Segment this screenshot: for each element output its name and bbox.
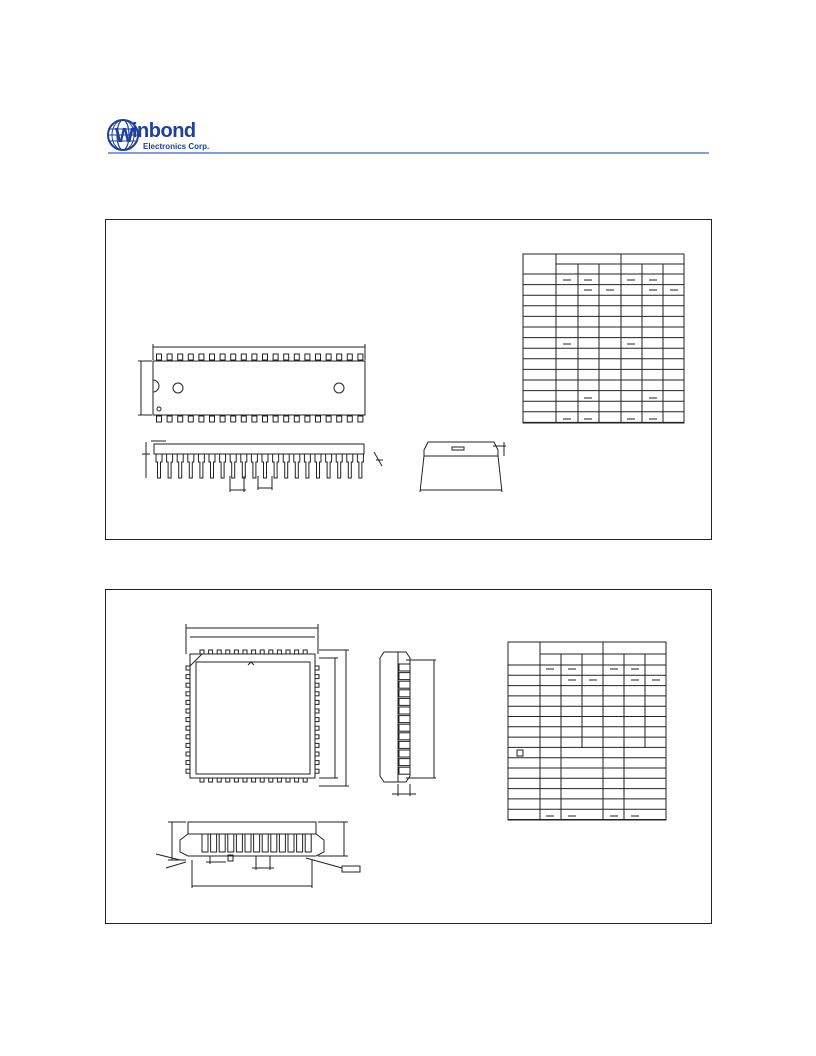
plcc-side-pin: [399, 767, 410, 774]
dip-pin-side: [294, 454, 300, 478]
plcc-pin-left: [186, 735, 190, 739]
dip-pin-bottom: [241, 416, 246, 422]
plcc-side-pin: [399, 673, 410, 680]
dip-pin-top: [167, 354, 172, 360]
dip-pin-top: [316, 354, 321, 360]
plcc-pin-left: [186, 683, 190, 687]
plcc-front-pin: [254, 834, 260, 852]
plcc-front-pin: [245, 834, 251, 852]
dip-pin-bottom: [252, 416, 257, 422]
dip-side-view: [142, 441, 383, 492]
plcc-pin-left: [186, 666, 190, 670]
plcc-pin-right: [315, 709, 319, 713]
dip-pin-side: [304, 454, 310, 478]
plcc-front-pin: [305, 834, 311, 852]
plcc-dimension-table: [508, 642, 666, 820]
dip-pin-side: [347, 454, 353, 478]
plcc-pin-left: [186, 700, 190, 704]
dip-pin-bottom: [294, 416, 299, 422]
dip-package-panel: [105, 219, 712, 540]
plcc-side-pin: [399, 664, 410, 671]
plcc-side-pin: [399, 690, 410, 697]
plcc-pin-left: [186, 752, 190, 756]
plcc-pin-bottom: [234, 778, 238, 782]
dip-pin-top: [263, 354, 268, 360]
plcc-front-pin: [211, 834, 217, 852]
plcc-pin-top: [200, 650, 204, 654]
dip-pin-bottom: [167, 416, 172, 422]
dip-pin-side: [326, 454, 332, 478]
plcc-pin-bottom: [243, 778, 247, 782]
dip-pin-top: [347, 354, 352, 360]
dip-pin-side: [167, 454, 173, 478]
plcc-top-inner: [196, 662, 310, 774]
dip-table-frame: [523, 254, 684, 423]
dip-pin-bottom: [273, 416, 278, 422]
plcc-pin-right: [315, 735, 319, 739]
plcc-front-pin: [219, 834, 225, 852]
dip-end-view: [420, 442, 506, 492]
dip-pin1-dot: [157, 407, 161, 411]
plcc-pin-right: [315, 700, 319, 704]
dip-pin-top: [294, 354, 299, 360]
dip-pin-top: [220, 354, 225, 360]
plcc-table-frame: [508, 642, 666, 820]
plcc-pin-right: [315, 752, 319, 756]
plcc-front-pin: [262, 834, 268, 852]
dip-pin-top: [199, 354, 204, 360]
plcc-pin-left: [186, 675, 190, 679]
plcc-front-pin: [271, 834, 277, 852]
dip-pin-side: [220, 454, 226, 478]
dip-pin-bottom: [210, 416, 215, 422]
plcc-pin-right: [315, 675, 319, 679]
plcc-pin-bottom: [303, 778, 307, 782]
plcc-front-pin: [297, 834, 303, 852]
plcc-pin-right: [315, 683, 319, 687]
plcc-pin-top: [269, 650, 273, 654]
plcc-pin-right: [315, 718, 319, 722]
plcc-pin-left: [186, 718, 190, 722]
dip-pin-bottom: [284, 416, 289, 422]
plcc-side-pin: [399, 681, 410, 688]
logo-initial: W: [115, 125, 134, 147]
plcc-side-pin: [399, 698, 410, 705]
dip-top-view-body: [153, 361, 365, 415]
dip-pin-top: [231, 354, 236, 360]
plcc-top-body: [190, 654, 315, 778]
dip-package-drawing: [106, 220, 711, 539]
plcc-side-pin: [399, 707, 410, 714]
plcc-pin-top: [226, 650, 230, 654]
plcc-pin-left: [186, 692, 190, 696]
plcc-pin-top: [277, 650, 281, 654]
plcc-pin-top: [234, 650, 238, 654]
plcc-pin-top: [217, 650, 221, 654]
dip-dimension-table: [523, 254, 684, 423]
plcc-pin-bottom: [277, 778, 281, 782]
plcc-table-square-symbol: [517, 750, 523, 756]
plcc-package-drawing: [106, 590, 711, 923]
dip-pin-top: [252, 354, 257, 360]
plcc-pin-right: [315, 666, 319, 670]
dip-pin-side: [336, 454, 342, 478]
dip-pin-bottom: [231, 416, 236, 422]
dip-pin-top: [241, 354, 246, 360]
plcc-pin-right: [315, 692, 319, 696]
plcc-pin-right: [315, 769, 319, 773]
dip-mould-mark-left: [173, 383, 183, 393]
dip-notch: [153, 380, 159, 392]
plcc-pin-bottom: [252, 778, 256, 782]
plcc-pin-bottom: [295, 778, 299, 782]
dip-pin-side: [188, 454, 194, 478]
dip-pin-bottom: [358, 416, 363, 422]
header-rule: [108, 152, 709, 154]
dip-pin-top: [305, 354, 310, 360]
plcc-pin-bottom: [209, 778, 213, 782]
dip-pin-top: [210, 354, 215, 360]
dip-pin-bottom: [188, 416, 193, 422]
dip-pin-top: [178, 354, 183, 360]
dip-pin-top: [358, 354, 363, 360]
dip-pin-side: [315, 454, 321, 478]
plcc-pin-top: [286, 650, 290, 654]
plcc-pin-left: [186, 709, 190, 713]
dip-pin-side: [209, 454, 215, 478]
plcc-front-pin: [202, 834, 208, 852]
dip-pin-side: [273, 454, 279, 478]
dip-pin-side: [156, 454, 162, 478]
plcc-pin-bottom: [260, 778, 264, 782]
plcc-pin-left: [186, 743, 190, 747]
plcc-front-pin: [288, 834, 294, 852]
plcc-side-pin: [399, 759, 410, 766]
plcc-front-pin: [228, 834, 234, 852]
plcc-pin-top: [303, 650, 307, 654]
dip-pin-top: [284, 354, 289, 360]
dip-pin-top: [337, 354, 342, 360]
logo-subtitle: Electronics Corp.: [143, 142, 210, 151]
dip-pin-bottom: [263, 416, 268, 422]
plcc-side-pin: [399, 724, 410, 731]
plcc-pin-right: [315, 761, 319, 765]
dip-pin-top: [273, 354, 278, 360]
plcc-pin-bottom: [217, 778, 221, 782]
plcc-pin-top: [209, 650, 213, 654]
dip-pin-bottom: [347, 416, 352, 422]
plcc-package-panel: [105, 589, 712, 924]
dip-pin-bottom: [305, 416, 310, 422]
plcc-pin-left: [186, 769, 190, 773]
logo-wordmark: inbond: [132, 120, 196, 142]
plcc-pin-bottom: [200, 778, 204, 782]
dip-pin-side: [251, 454, 257, 478]
plcc-pin-top: [295, 650, 299, 654]
dip-pin-top: [326, 354, 331, 360]
plcc-pin-bottom: [269, 778, 273, 782]
dip-pin-top: [157, 354, 162, 360]
dip-pin-side: [230, 454, 236, 478]
dip-pin-side: [198, 454, 204, 478]
plcc-pin-right: [315, 726, 319, 730]
plcc-pin-bottom: [226, 778, 230, 782]
plcc-pin-top: [260, 650, 264, 654]
plcc-side-pin: [399, 716, 410, 723]
plcc-pin-top: [252, 650, 256, 654]
plcc-pin-top: [243, 650, 247, 654]
dip-mould-mark-right: [334, 383, 344, 393]
plcc-front-pin: [236, 834, 242, 852]
plcc-side-pin: [399, 741, 410, 748]
winbond-logo: [106, 118, 216, 154]
plcc-front-view: [156, 822, 360, 888]
dip-pin-bottom: [178, 416, 183, 422]
plcc-pin-bottom: [286, 778, 290, 782]
dip-pin-side: [283, 454, 289, 478]
dip-pin-bottom: [326, 416, 331, 422]
dip-pin-side: [262, 454, 268, 478]
plcc-front-pin: [279, 834, 285, 852]
dip-pin-bottom: [220, 416, 225, 422]
dip-pin-bottom: [157, 416, 162, 422]
plcc-side-pin: [399, 733, 410, 740]
dip-pin-top: [188, 354, 193, 360]
plcc-pin-left: [186, 761, 190, 765]
plcc-pin-right: [315, 743, 319, 747]
dip-pin-side: [241, 454, 247, 478]
dip-pin-bottom: [337, 416, 342, 422]
dip-pin-bottom: [316, 416, 321, 422]
dip-pin-bottom: [199, 416, 204, 422]
dip-pin-side: [177, 454, 183, 478]
plcc-pin-left: [186, 726, 190, 730]
dip-pin-side: [357, 454, 363, 478]
plcc-side-pin: [399, 750, 410, 757]
